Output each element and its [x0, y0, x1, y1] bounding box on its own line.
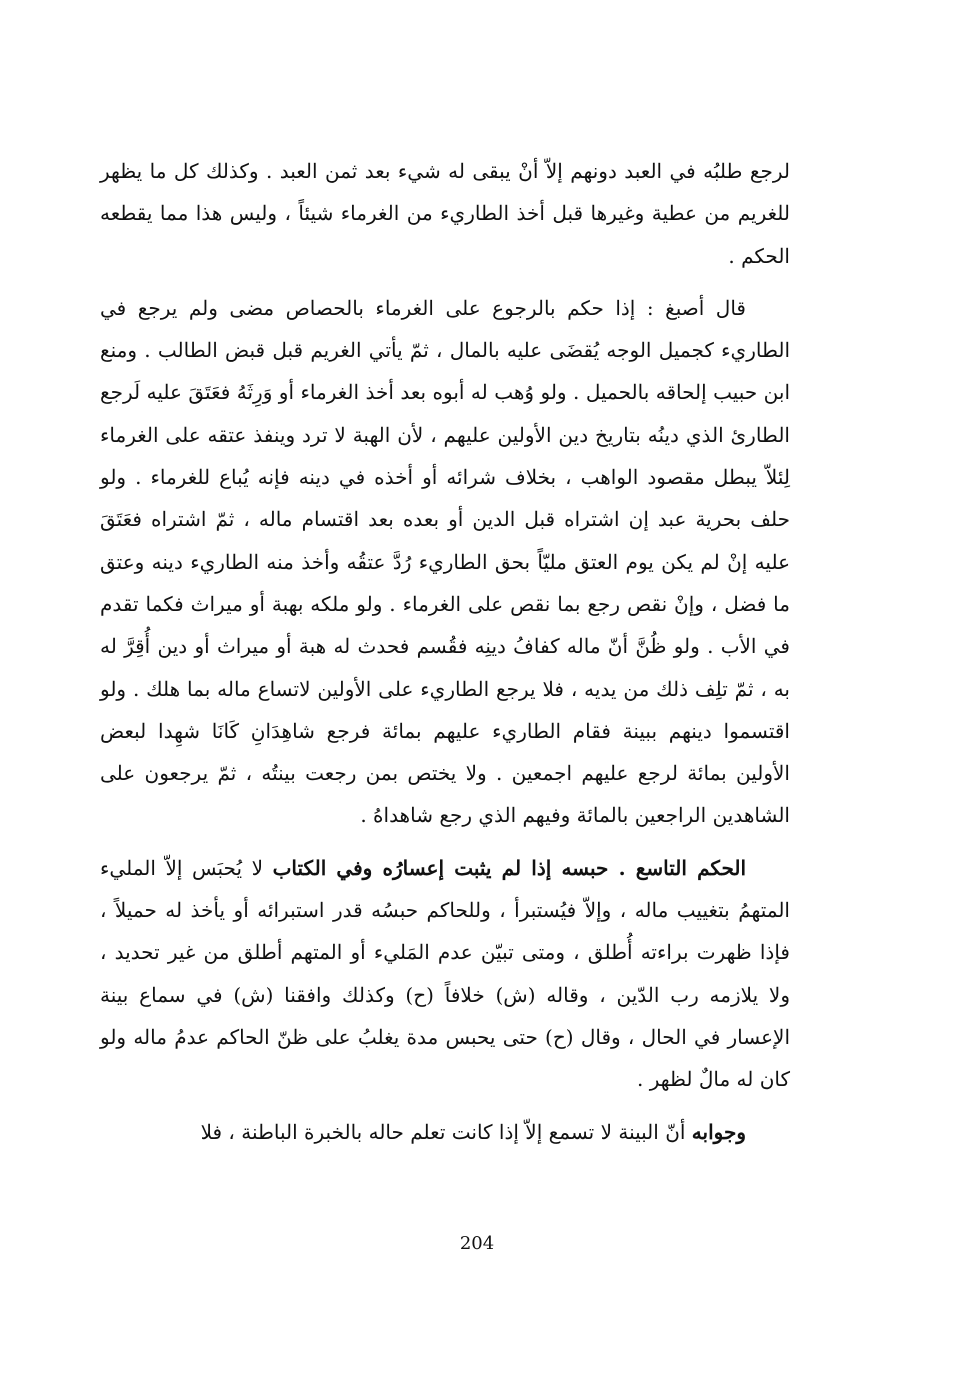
- paragraph-1: [100, 150, 790, 277]
- paragraph-3-text: لا يُحبَس إلاّ المليء المتهمُ بتغييب ماله ، وإلاّ فيُستبرأ ، وللحاكم حبسُه قدر استبرائه أو يأخذ له حميلاً ، فإذا ظهرت براءته أُطلق ، ومتى تبيّن عدم المَليء أو المتهم أطلق من غير تحديد ، ولا يلازمه رب الدّين ، وقاله (ش) خلافاً (ح) وكذلك وافقنا (ش) في سماع بينة الإعسار في الحال ، وقال (ح) حتى يحبس مدة يغلبُ على ظنّ الحاكم عدمُ ماله ولو كان له مالٌ لظهر .: [100, 855, 790, 1092]
- page-number: 204: [459, 1233, 495, 1254]
- paragraph-4: [100, 1111, 790, 1153]
- paragraph-3: [100, 847, 790, 1101]
- paragraph-4-lead: وجوابه: [691, 1119, 746, 1144]
- paragraph-2: [100, 287, 790, 837]
- page-body: [100, 150, 790, 1153]
- paragraph-2-text: قال أصبغ : إذا حكم بالرجوع على الغرماء بالحصاص مضى ولم يرجع في الطاريء كجميل الوجه يُقضَى عليه بالمال ، ثمّ يأتي الغريم قبل قبض الطالب . ومنع ابن حبيب إلحاقه بالحميل . ولو وُهب له أبوه بعد أخذ الغرماء أو وَرِثَهُ فعَتَقَ عليه لَرجع الطارئ الذي دينُه بتاريخ دين الأولين عليهم ، لأن الهبة لا ترد وينفذ عتقه على الغرماء لِئلاّ يبطل مقصود الواهب ، بخلاف شرائه أو أخذه في دينه فإنه يُباع للغرماء . ولو حلف بحرية عبد إن اشتراه قبل الدين أو بعده بعد اقتسام ماله ، ثمّ اشتراه فعَتَقَ عليه إنْ لم يكن يوم العتق مليّاً بحق الطاريء رُدَّ عتقُه وأخذ منه الطاريء دينه وعتق ما فضل ، وإنْ نقص رجع بما نقص على الغرماء . ولو ملكه بهبة أو ميراث فكما تقدم في الأب . ولو ظُنَّ أنّ ماله كفافُ دينِه فقُسم فحدث له هبة أو ميراث أو دين أُقِرَّ له به ، ثمّ تلِف ذلك من يديه ، فلا يرجع الطاريء على الأولين لاتساع ماله بما هلك . ولو اقتسموا دينهم ببينة فقام الطاريء عليهم بمائة فرجع شاهِدَانِ كَانَا شهِدا لبعض الأولين بمائة لرجع عليهم اجمعين . ولا يختص بمن رجعت بينتُه ، ثمّ يرجعون على الشاهدين الراجعين بالمائة وفيهم الذي رجع شاهداهُ .: [100, 295, 790, 828]
- section-heading: الحكم التاسع . حبسه إذا لم يثبت إعسارُه وفي الكتاب: [272, 855, 747, 880]
- paragraph-1-text: لرجع طلبُه في العبد دونهم إلاّ أنْ يبقى له شيء بعد ثمن العبد . وكذلك كل ما يظهر للغريم من عطية وغيرها قبل أخذ الطاريء من الغرماء شيئاً ، وليس هذا مما يقطعه الحكم .: [100, 159, 790, 268]
- paragraph-4-text: أنّ البينة لا تسمع إلاّ إذا كانت تعلم حاله بالخبرة الباطنة ، فلا: [200, 1119, 686, 1144]
